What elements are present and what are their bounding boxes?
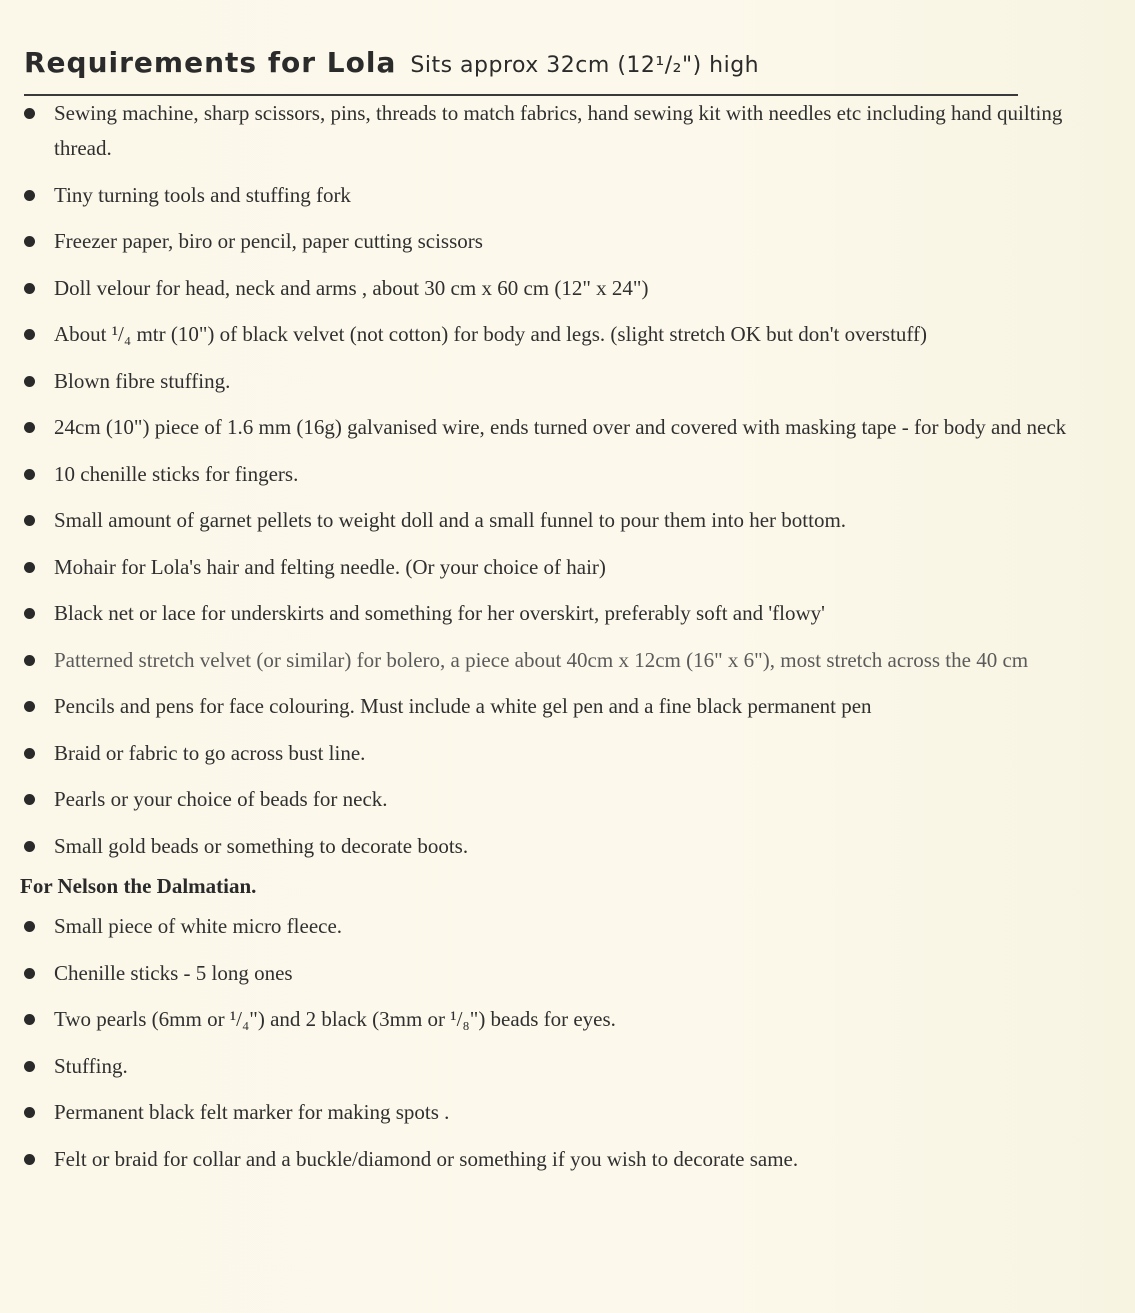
list-item xyxy=(20,224,1120,259)
bullet-icon xyxy=(24,968,35,979)
list-item xyxy=(20,364,1120,399)
list-item xyxy=(20,782,1120,817)
list-item xyxy=(20,96,1120,166)
list-item-text: Pearls or your choice of beads for neck. xyxy=(54,787,388,811)
list-item xyxy=(20,909,1120,944)
bullet-icon xyxy=(24,748,35,759)
nelson-section-heading: For Nelson the Dalmatian. xyxy=(20,874,257,898)
bullet-icon xyxy=(24,515,35,526)
list-item xyxy=(20,596,1120,631)
bullet-icon xyxy=(24,921,35,932)
list-item-text: Small amount of garnet pellets to weight doll and a small funnel to pour them into her bottom. xyxy=(54,508,847,532)
list-item-text: Blown fibre stuffing. xyxy=(54,368,231,393)
bullet-icon xyxy=(24,655,35,666)
list-item xyxy=(20,550,1120,585)
list-item-text: Braid or fabric to go across bust line. xyxy=(54,740,366,765)
list-item xyxy=(20,1142,1120,1177)
list-item xyxy=(20,736,1120,771)
bullet-icon xyxy=(24,190,35,201)
bullet-icon xyxy=(24,469,35,480)
bullet-icon xyxy=(24,108,35,119)
list-item xyxy=(20,829,1120,864)
bullet-icon xyxy=(24,841,35,852)
list-item-text: Patterned stretch velvet (or similar) for bolero, a piece about 40cm x 12cm (16" x 6"), most stretch across the 40 cm xyxy=(54,647,1029,672)
list-item xyxy=(20,410,1120,445)
requirements-list xyxy=(20,96,1120,1188)
list-item-text: About ¹/₄ mtr (10") of black velvet (not cotton) for body and legs. (slight stretch OK but don't overstuff) xyxy=(54,322,927,346)
list-item xyxy=(20,1002,1120,1037)
list-item xyxy=(20,317,1120,352)
list-item xyxy=(20,643,1120,678)
list-item xyxy=(20,178,1120,213)
bullet-icon xyxy=(24,608,35,619)
list-item xyxy=(20,956,1120,991)
list-item-text: Pencils and pens for face colouring. Must include a white gel pen and a fine black permanent pen xyxy=(54,694,872,718)
bullet-icon xyxy=(24,562,35,573)
bullet-icon xyxy=(24,422,35,433)
list-item-text: Two pearls (6mm or ¹/₄") and 2 black (3mm or ¹/₈") beads for eyes. xyxy=(54,1007,616,1031)
bullet-icon xyxy=(24,1061,35,1072)
list-item-text: 10 chenille sticks for fingers. xyxy=(54,461,299,486)
list-item-text: Freezer paper, biro or pencil, paper cutting scissors xyxy=(54,229,483,253)
bullet-icon xyxy=(24,701,35,712)
list-item xyxy=(20,1049,1120,1084)
list-item xyxy=(20,271,1120,306)
list-item-text: Small piece of white micro fleece. xyxy=(54,914,343,938)
list-item xyxy=(20,689,1120,724)
list-item-text: Felt or braid for collar and a buckle/diamond or something if you wish to decorate same. xyxy=(54,1146,799,1171)
bullet-icon xyxy=(24,1014,35,1025)
list-item xyxy=(20,1095,1120,1130)
list-item-text: Doll velour for head, neck and arms , about 30 cm x 60 cm (12" x 24") xyxy=(54,275,649,300)
bullet-icon xyxy=(24,329,35,340)
bullet-icon xyxy=(24,283,35,294)
list-item-text: Permanent black felt marker for making spots . xyxy=(54,1100,450,1124)
requirements-header xyxy=(24,46,1018,96)
list-item-text: Small gold beads or something to decorate boots. xyxy=(54,833,469,858)
list-item-text: Sewing machine, sharp scissors, pins, threads to match fabrics, hand sewing kit with needles etc including hand quilting thread. xyxy=(54,101,1063,160)
page-subtitle: Sits approx 32cm (12¹/₂") high xyxy=(410,53,760,78)
bullet-icon xyxy=(24,1154,35,1165)
page-title: Requirements for Lola xyxy=(24,46,397,79)
list-item-text: Mohair for Lola's hair and felting needle. (Or your choice of hair) xyxy=(54,554,606,579)
list-item-text: Tiny turning tools and stuffing fork xyxy=(54,182,351,207)
list-item xyxy=(20,503,1120,538)
bullet-icon xyxy=(24,794,35,805)
list-item-text: Chenille sticks - 5 long ones xyxy=(54,960,293,985)
bullet-icon xyxy=(24,376,35,387)
list-item-text: Stuffing. xyxy=(54,1053,128,1078)
list-item-text: Black net or lace for underskirts and something for her overskirt, preferably soft and 'flowy' xyxy=(54,601,825,625)
list-item xyxy=(20,457,1120,492)
bullet-icon xyxy=(24,1107,35,1118)
list-item-text: 24cm (10") piece of 1.6 mm (16g) galvanised wire, ends turned over and covered with masking tape - for body and neck xyxy=(54,415,1067,439)
bullet-icon xyxy=(24,236,35,247)
